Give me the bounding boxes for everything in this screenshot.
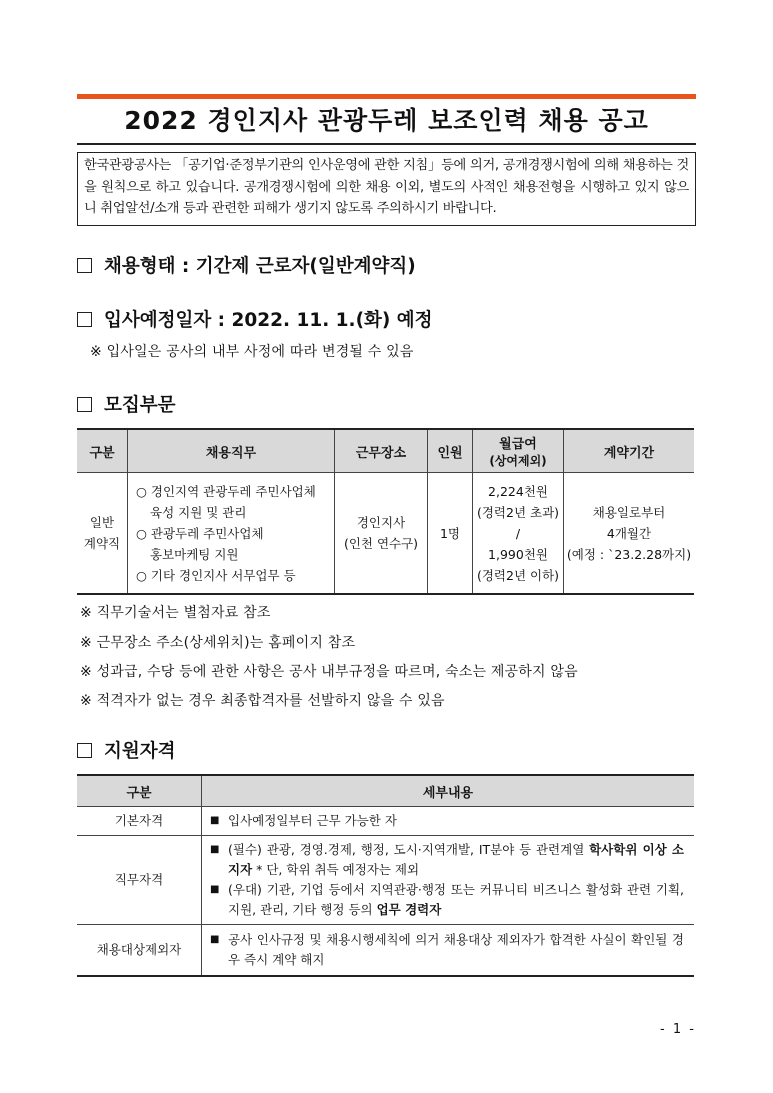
- bullet-text: [228, 840, 684, 880]
- pay-line: /: [515, 525, 521, 541]
- pay-line: 2,224천원: [488, 483, 548, 499]
- title-divider: [77, 143, 696, 145]
- table-header-row: [77, 775, 694, 807]
- square-bullet-icon: ■: [210, 815, 220, 826]
- cell-label: 직무자격: [77, 836, 202, 925]
- category-line: 계약직: [83, 536, 121, 551]
- bullet-text-bold: 업무 경력자: [376, 902, 442, 917]
- section-qualification: [77, 737, 175, 763]
- page-title: 2022 경인지사 관광두레 보조인력 채용 공고: [124, 106, 649, 135]
- header-place: 근무장소: [335, 429, 428, 473]
- header-details: 세부내용: [202, 775, 695, 807]
- duty-item-cont: 육성 지원 및 관리: [150, 504, 247, 520]
- bullet-text: [228, 880, 684, 920]
- cell-category: [77, 473, 128, 595]
- bullet-item: [210, 930, 684, 970]
- pay-line: (경력2년 초과): [476, 504, 560, 520]
- cell-pay: [473, 473, 564, 595]
- header-pay: [473, 429, 564, 473]
- checkbox-icon: [77, 258, 92, 273]
- cell-label: 채용대상제외자: [77, 925, 202, 977]
- table-header-row: [77, 429, 694, 473]
- place-line: (인천 연수구): [343, 536, 419, 551]
- period-line: 채용일로부터: [592, 504, 666, 520]
- cell-details: [202, 836, 695, 925]
- table-row: [77, 836, 694, 925]
- header-count: 인원: [428, 429, 473, 473]
- square-bullet-icon: ■: [210, 844, 220, 855]
- bullet-item: [210, 880, 684, 920]
- section-start-date-text: 입사예정일자 : 2022. 11. 1.(화) 예정: [104, 310, 433, 331]
- period-line: 4개월간: [606, 525, 652, 541]
- bullet-text: 입사예정일부터 근무 가능한 자: [228, 813, 397, 828]
- bullet-text: 공사 인사규정 및 채용시행세칙에 의거 채용대상 제외자가 합격한 사실이 확인될 경우 즉시 계약 해지: [228, 932, 684, 967]
- bullet-item: [210, 840, 684, 880]
- period-line: (예정 : `23.2.28까지): [566, 546, 692, 562]
- bullet-text-part: (필수) 관광, 경영.경제, 행정, 도시·지역개발, IT분야 등 관련계열: [228, 842, 590, 857]
- title-accent-bar: [77, 94, 696, 99]
- duty-item: ○ 기타 경인지사 서무업무 등: [136, 567, 296, 583]
- header-category: 구분: [77, 775, 202, 807]
- header-pay-line2: (상여제외): [489, 454, 547, 468]
- note-item: ※ 적격자가 없는 경우 최종합격자를 선발하지 않을 수 있음: [80, 693, 445, 709]
- cell-details: [202, 925, 695, 977]
- checkbox-icon: [77, 312, 92, 327]
- bullet-item: [210, 811, 684, 831]
- section-recruitment-text: 모집부문: [104, 395, 176, 416]
- header-category: 구분: [77, 429, 128, 473]
- cell-details: [202, 807, 695, 836]
- page-number: - 1 -: [660, 1022, 696, 1037]
- note-item: ※ 직무기술서는 별첨자료 참조: [80, 605, 271, 621]
- place-line: 경인지사: [356, 515, 406, 530]
- cell-duty: [128, 473, 335, 595]
- table-row: [77, 473, 694, 595]
- start-date-note: ※ 입사일은 공사의 내부 사정에 따라 변경될 수 있음: [90, 344, 414, 360]
- duty-item: ○ 관광두레 주민사업체: [136, 525, 264, 541]
- duty-item: ○ 경인지역 관광두레 주민사업체: [136, 483, 316, 499]
- note-item: ※ 성과급, 수당 등에 관한 사항은 공사 내부규정을 따르며, 숙소는 제공하지 않음: [80, 664, 578, 680]
- bullet-text-bold: 학사학위 이상 소지자: [228, 842, 684, 877]
- cell-label: 기본자격: [77, 807, 202, 836]
- square-bullet-icon: ■: [210, 884, 220, 895]
- header-period: 계약기간: [564, 429, 695, 473]
- section-start-date: [77, 306, 433, 332]
- bullet-text-part: * 단, 학위 취득 예정자는 제외: [252, 862, 420, 877]
- qualification-table: [77, 774, 694, 977]
- intro-notice: 한국관광공사는 「공기업·준정부기관의 인사운영에 관한 지침」등에 의거, 공개경쟁시험에 의해 채용하는 것을 원칙으로 하고 있습니다. 공개경쟁시험에 의한 채용 이외, 별도의 사적인 채용전형을 시행하고 있지 않으니 취업알선/소개 등과 관련한 피해가 생기지 않도록 주의하시기 바랍니다.: [77, 152, 696, 226]
- section-employment-type-text: 채용형태 : 기간제 근로자(일반계약직): [104, 256, 416, 277]
- section-employment-type: [77, 252, 416, 278]
- cell-count: 1명: [428, 473, 473, 595]
- pay-line: (경력2년 이하): [476, 567, 560, 583]
- cell-place: [335, 473, 428, 595]
- header-pay-line1: 월급여: [499, 437, 537, 452]
- duty-item-cont: 홍보마케팅 지원: [150, 546, 239, 562]
- checkbox-icon: [77, 743, 92, 758]
- square-bullet-icon: ■: [210, 934, 220, 945]
- table-row: [77, 807, 694, 836]
- category-line: 일반: [89, 515, 115, 530]
- bullet-text-part: (우대) 기관, 기업 등에서 지역관광·행정 또는 커뮤니티 비즈니스 활성화 관련 기획, 지원, 관리, 기타 행정 등의: [228, 882, 684, 917]
- table-row: [77, 925, 694, 977]
- checkbox-icon: [77, 397, 92, 412]
- cell-period: [564, 473, 695, 595]
- section-recruitment: [77, 391, 175, 417]
- section-qualification-text: 지원자격: [104, 741, 176, 762]
- recruitment-table: [77, 428, 694, 595]
- note-item: ※ 근무장소 주소(상세위치)는 홈페이지 참조: [80, 635, 356, 651]
- header-duty: 채용직무: [128, 429, 335, 473]
- pay-line: 1,990천원: [488, 546, 548, 562]
